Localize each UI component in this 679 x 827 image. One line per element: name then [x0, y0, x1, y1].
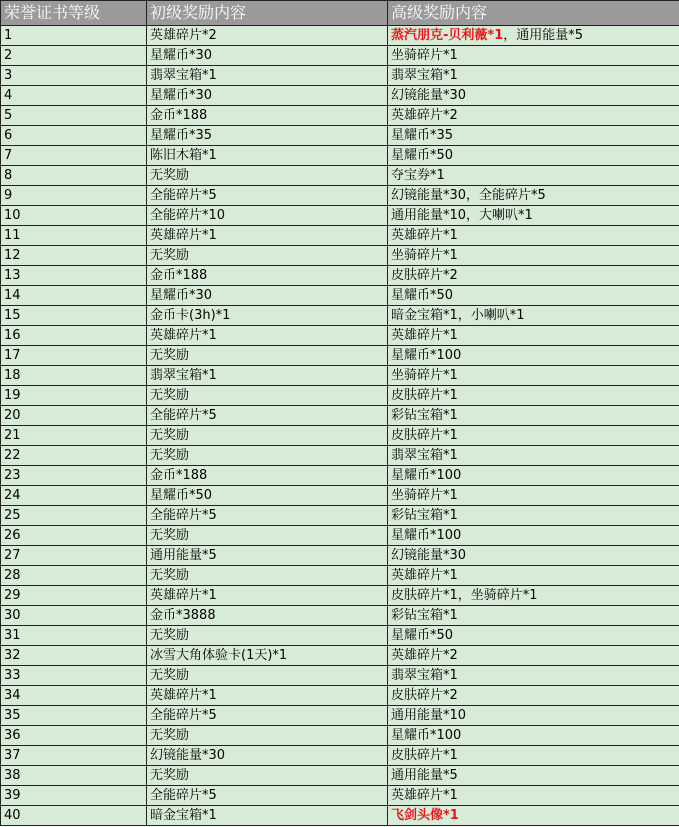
table-row: [1, 566, 679, 586]
advanced-reward-cell: 幻镜能量*30，全能碎片*5: [388, 186, 679, 206]
advanced-reward-cell: 星耀币*50: [388, 146, 679, 166]
advanced-reward-cell: 翡翠宝箱*1: [388, 666, 679, 686]
table-row: [1, 366, 679, 386]
basic-reward-cell: 无奖励: [147, 386, 388, 406]
advanced-reward-cell: 皮肤碎片*1: [388, 426, 679, 446]
advanced-reward-cell: 坐骑碎片*1: [388, 486, 679, 506]
level-cell: 15: [1, 306, 147, 326]
table-row: [1, 66, 679, 86]
table-row: [1, 286, 679, 306]
basic-reward-cell: 陈旧木箱*1: [147, 146, 388, 166]
advanced-reward-cell: 英雄碎片*2: [388, 106, 679, 126]
basic-reward-cell: 无奖励: [147, 626, 388, 646]
advanced-reward-cell: 通用能量*10: [388, 706, 679, 726]
table-row: [1, 666, 679, 686]
basic-reward-cell: 无奖励: [147, 446, 388, 466]
advanced-reward-cell: 英雄碎片*1: [388, 786, 679, 806]
advanced-reward-cell: 星耀币*100: [388, 726, 679, 746]
level-cell: 38: [1, 766, 147, 786]
advanced-reward-cell: 翡翠宝箱*1: [388, 66, 679, 86]
basic-reward-cell: 全能碎片*5: [147, 506, 388, 526]
table-row: [1, 546, 679, 566]
table-row: [1, 426, 679, 446]
advanced-reward-cell: 英雄碎片*1: [388, 566, 679, 586]
table-row: [1, 246, 679, 266]
level-cell: 34: [1, 686, 147, 706]
level-cell: 33: [1, 666, 147, 686]
basic-reward-cell: 暗金宝箱*1: [147, 806, 388, 826]
basic-reward-cell: 全能碎片*5: [147, 786, 388, 806]
advanced-reward-cell: 夺宝券*1: [388, 166, 679, 186]
advanced-reward-cell: 彩钻宝箱*1: [388, 406, 679, 426]
level-cell: 35: [1, 706, 147, 726]
level-cell: 22: [1, 446, 147, 466]
advanced-reward-cell: 幻镜能量*30: [388, 86, 679, 106]
advanced-reward-cell: 皮肤碎片*1: [388, 746, 679, 766]
table-body: [1, 26, 679, 826]
basic-reward-cell: 英雄碎片*1: [147, 226, 388, 246]
basic-reward-cell: 幻镜能量*30: [147, 746, 388, 766]
level-cell: 18: [1, 366, 147, 386]
basic-reward-cell: 冰雪大角体验卡(1天)*1: [147, 646, 388, 666]
table-row: [1, 506, 679, 526]
advanced-reward-cell: 皮肤碎片*2: [388, 266, 679, 286]
advanced-reward-cell: 坐骑碎片*1: [388, 246, 679, 266]
level-cell: 23: [1, 466, 147, 486]
basic-reward-cell: 英雄碎片*1: [147, 586, 388, 606]
level-cell: 12: [1, 246, 147, 266]
table-row: [1, 266, 679, 286]
table-row: [1, 346, 679, 366]
table-row: [1, 706, 679, 726]
advanced-reward-cell: 彩钻宝箱*1: [388, 606, 679, 626]
table-row: [1, 406, 679, 426]
basic-reward-cell: 全能碎片*5: [147, 406, 388, 426]
level-cell: 6: [1, 126, 147, 146]
level-cell: 3: [1, 66, 147, 86]
basic-reward-cell: 星耀币*30: [147, 46, 388, 66]
table-row: [1, 766, 679, 786]
basic-reward-cell: 无奖励: [147, 566, 388, 586]
level-cell: 31: [1, 626, 147, 646]
basic-reward-cell: 无奖励: [147, 766, 388, 786]
level-cell: 24: [1, 486, 147, 506]
level-cell: 30: [1, 606, 147, 626]
level-cell: 21: [1, 426, 147, 446]
level-cell: 26: [1, 526, 147, 546]
table-row: [1, 786, 679, 806]
level-cell: 17: [1, 346, 147, 366]
basic-reward-cell: 金币*188: [147, 106, 388, 126]
table-row: [1, 226, 679, 246]
basic-reward-cell: 无奖励: [147, 346, 388, 366]
level-cell: 1: [1, 26, 147, 46]
advanced-reward-cell: 星耀币*50: [388, 286, 679, 306]
table-row: [1, 526, 679, 546]
level-cell: 9: [1, 186, 147, 206]
advanced-reward-cell: 彩钻宝箱*1: [388, 506, 679, 526]
basic-reward-cell: 通用能量*5: [147, 546, 388, 566]
basic-reward-cell: 金币卡(3h)*1: [147, 306, 388, 326]
advanced-reward-cell: 暗金宝箱*1，小喇叭*1: [388, 306, 679, 326]
level-cell: 16: [1, 326, 147, 346]
table-row: [1, 206, 679, 226]
basic-reward-cell: 全能碎片*5: [147, 186, 388, 206]
table-row: [1, 126, 679, 146]
highlight-reward: 飞剑头像*1: [391, 808, 459, 823]
advanced-reward-cell: 星耀币*50: [388, 626, 679, 646]
table-row: [1, 146, 679, 166]
advanced-reward-cell: 通用能量*5: [388, 766, 679, 786]
level-cell: 37: [1, 746, 147, 766]
level-cell: 20: [1, 406, 147, 426]
table-row: [1, 166, 679, 186]
basic-reward-cell: 全能碎片*10: [147, 206, 388, 226]
level-cell: 4: [1, 86, 147, 106]
advanced-reward-cell: 皮肤碎片*1: [388, 386, 679, 406]
level-cell: 8: [1, 166, 147, 186]
level-cell: 29: [1, 586, 147, 606]
basic-reward-cell: 金币*188: [147, 466, 388, 486]
advanced-reward-cell: 幻镜能量*30: [388, 546, 679, 566]
table-row: [1, 626, 679, 646]
table-row: [1, 606, 679, 626]
basic-reward-cell: 无奖励: [147, 726, 388, 746]
table-row: [1, 46, 679, 66]
header-row: [1, 1, 679, 26]
header-basic-reward: 初级奖励内容: [147, 1, 388, 26]
advanced-reward-cell: 皮肤碎片*2: [388, 686, 679, 706]
table-row: [1, 106, 679, 126]
basic-reward-cell: 无奖励: [147, 426, 388, 446]
table-row: [1, 86, 679, 106]
table-row: [1, 746, 679, 766]
advanced-reward-cell: 皮肤碎片*1，坐骑碎片*1: [388, 586, 679, 606]
basic-reward-cell: 翡翠宝箱*1: [147, 66, 388, 86]
header-level: 荣誉证书等级: [1, 1, 147, 26]
basic-reward-cell: 星耀币*30: [147, 86, 388, 106]
table-row: [1, 806, 679, 826]
basic-reward-cell: 英雄碎片*1: [147, 326, 388, 346]
table-row: [1, 686, 679, 706]
advanced-reward-cell: 英雄碎片*2: [388, 646, 679, 666]
level-cell: 13: [1, 266, 147, 286]
advanced-reward-cell: 英雄碎片*1: [388, 326, 679, 346]
table-row: [1, 386, 679, 406]
highlight-reward: 蒸汽朋克-贝利薇*1: [391, 28, 504, 43]
level-cell: 7: [1, 146, 147, 166]
table-row: [1, 646, 679, 666]
level-cell: 14: [1, 286, 147, 306]
table-row: [1, 466, 679, 486]
table-header: [1, 1, 679, 26]
level-cell: 39: [1, 786, 147, 806]
level-cell: 40: [1, 806, 147, 826]
basic-reward-cell: 英雄碎片*2: [147, 26, 388, 46]
advanced-reward-cell: 星耀币*100: [388, 466, 679, 486]
table-row: [1, 186, 679, 206]
advanced-reward-cell: [388, 806, 679, 826]
advanced-reward-cell: 翡翠宝箱*1: [388, 446, 679, 466]
level-cell: 28: [1, 566, 147, 586]
basic-reward-cell: 星耀币*50: [147, 486, 388, 506]
table-row: [1, 26, 679, 46]
basic-reward-cell: 星耀币*30: [147, 286, 388, 306]
basic-reward-cell: 无奖励: [147, 666, 388, 686]
level-cell: 11: [1, 226, 147, 246]
advanced-reward-cell: [388, 26, 679, 46]
level-cell: 27: [1, 546, 147, 566]
basic-reward-cell: 金币*188: [147, 266, 388, 286]
table-row: [1, 326, 679, 346]
level-cell: 10: [1, 206, 147, 226]
table-row: [1, 446, 679, 466]
basic-reward-cell: 全能碎片*5: [147, 706, 388, 726]
basic-reward-cell: 无奖励: [147, 246, 388, 266]
advanced-reward-cell: 星耀币*100: [388, 526, 679, 546]
basic-reward-cell: 无奖励: [147, 526, 388, 546]
advanced-reward-text: ，通用能量*5: [503, 28, 584, 43]
table-row: [1, 726, 679, 746]
table-row: [1, 306, 679, 326]
basic-reward-cell: 英雄碎片*1: [147, 686, 388, 706]
header-advanced-reward: 高级奖励内容: [388, 1, 679, 26]
level-cell: 25: [1, 506, 147, 526]
basic-reward-cell: 翡翠宝箱*1: [147, 366, 388, 386]
level-cell: 36: [1, 726, 147, 746]
table-row: [1, 486, 679, 506]
table-row: [1, 586, 679, 606]
advanced-reward-cell: 坐骑碎片*1: [388, 46, 679, 66]
basic-reward-cell: 星耀币*35: [147, 126, 388, 146]
advanced-reward-cell: 星耀币*35: [388, 126, 679, 146]
level-cell: 19: [1, 386, 147, 406]
basic-reward-cell: 金币*3888: [147, 606, 388, 626]
level-cell: 5: [1, 106, 147, 126]
basic-reward-cell: 无奖励: [147, 166, 388, 186]
advanced-reward-cell: 星耀币*100: [388, 346, 679, 366]
level-cell: 2: [1, 46, 147, 66]
advanced-reward-cell: 通用能量*10，大喇叭*1: [388, 206, 679, 226]
advanced-reward-cell: 坐骑碎片*1: [388, 366, 679, 386]
level-cell: 32: [1, 646, 147, 666]
advanced-reward-cell: 英雄碎片*1: [388, 226, 679, 246]
